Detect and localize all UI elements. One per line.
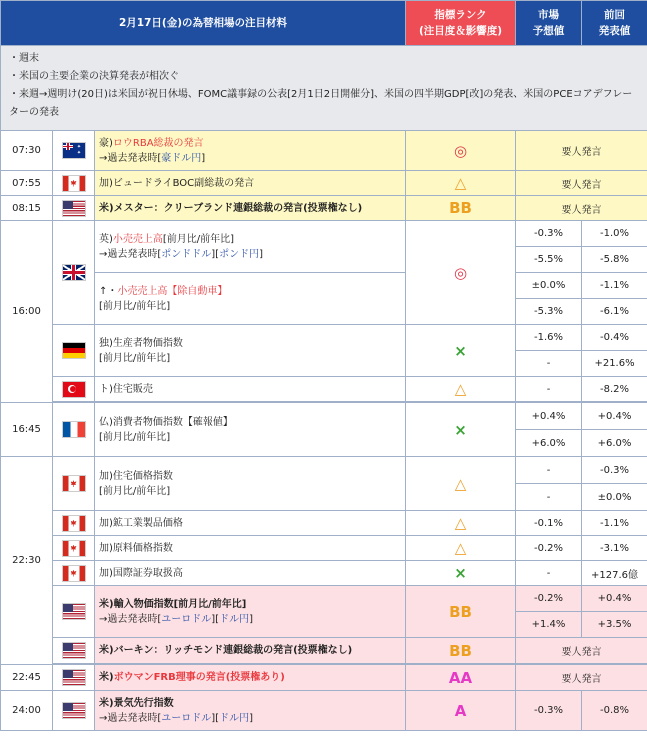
table-row: 07:55 加)ビュードライBOC副総裁の発言 △ 要人発言	[1, 171, 647, 196]
table-row: 07:30 ✦ ✦ 豪)ロウRBA総裁の発言 →過去発表時[豪ドル円] ◎ 要人発言	[1, 131, 647, 171]
canada-flag-icon	[63, 176, 85, 191]
forecast-header: 市場 予想値	[516, 1, 582, 46]
rank-header: 指標ランク (注目度＆影響度)	[406, 1, 516, 46]
usa-flag-icon	[63, 201, 85, 216]
pair-link[interactable]: 豪ドル円	[161, 152, 202, 164]
calendar-table: 2月17日(金)の為替相場の注目材料 指標ランク (注目度＆影響度) 市場 予想値 前回 発表値 ・週末 ・米国の主要企業の決算発表が相次ぐ ・来週→週明け(20日)は米国が祝日休場、FOMC議事録の公表[2月1日2日開催分]、米国の四半期GDP[改]の発表、米国のPCEコアデフレーターの発表 07:30 ✦ ✦ 豪)ロウRBA総裁の発言 →過去発表時[豪ドル円] ◎ 要人発言 07:55 加)ビュードライBOC副総裁の発言 △ 要人発言 08:15 米)メスター：クリーブランド連銀総裁の発言(投票権なし) BB 要人発言 16:00 英)小売売上高[前月比/前年比] →過去発表時[ポンドドル][ポンド円] ◎ -0.3% -1.0% -5.5% -5.8% ↑・小売売上高【除自動車】 [前月比/前年比] ±0.0% -1.1% -5.3% -6.1% 独)生産者物価指数 [前月比/前年比] × -1.6% -0.4% - +21.6% ト)住宅販売 △ - -8.2% 16:45 仏)消費者物価指数【確報値】 [前月比/前年比] × +0.4% +0.4% +6.0% +6.0% 22:30 加)住宅価格指数 [前月比/前年比] △ - -0.3% - ±0.0% 加)鉱工業製品価格 △ -0.1% -1.1% 加)原料価格指数 △ -0.2% -3.1% 加)国際証券取扱高 × - +127.6億 米)輸入物価指数[前月比/前年比] →過去発表時[ユーロドル][ドル円] BB -0.2% +0.4% +1.4% +3.5% 米)バーキン：リッチモンド連銀総裁の発言(投票権なし) BB 要人発言 22:45 米)ボウマンFRB理事の発言(投票権あり) AA 要人発言 24:00 米)景気先行指数 →過去発表時[ユーロドル][ドル円] A -0.3% -0.8%	[0, 0, 647, 731]
table-row: 16:00 英)小売売上高[前月比/前年比] →過去発表時[ポンドドル][ポンド円] ◎ -0.3% -1.0%	[1, 221, 647, 247]
turkey-flag-icon	[63, 382, 85, 397]
canada-flag-icon	[63, 541, 85, 556]
australia-flag-icon	[63, 143, 85, 158]
rank-badge: ◎	[406, 131, 516, 171]
event-cell: 豪)ロウRBA総裁の発言 →過去発表時[豪ドル円]	[95, 131, 406, 171]
usa-flag-icon	[63, 703, 85, 718]
page-title: 2月17日(金)の為替相場の注目材料	[1, 1, 406, 46]
table-row: 16:45 仏)消費者物価指数【確報値】 [前月比/前年比] × +0.4% +0.4%	[1, 403, 647, 430]
usa-flag-icon	[63, 604, 85, 619]
usa-flag-icon	[63, 643, 85, 658]
canada-flag-icon	[63, 566, 85, 581]
canada-flag-icon	[63, 476, 85, 491]
intro-row	[1, 46, 647, 131]
table-row: 24:00 米)景気先行指数 →過去発表時[ユーロドル][ドル円] A -0.3% -0.8%	[1, 691, 647, 731]
france-flag-icon	[63, 422, 85, 437]
table-row: 22:45 米)ボウマンFRB理事の発言(投票権あり) AA 要人発言	[1, 665, 647, 691]
canada-flag-icon	[63, 516, 85, 531]
table-row: 08:15 米)メスター：クリーブランド連銀総裁の発言(投票権なし) BB 要人発言	[1, 196, 647, 221]
germany-flag-icon	[63, 343, 85, 358]
uk-flag-icon	[63, 265, 85, 280]
previous-header: 前回 発表値	[582, 1, 647, 46]
table-row: 22:30 加)住宅価格指数 [前月比/前年比] △ - -0.3%	[1, 457, 647, 484]
intro-notes: ・週末 ・米国の主要企業の決算発表が相次ぐ ・来週→週明け(20日)は米国が祝日休場、FOMC議事録の公表[2月1日2日開催分]、米国の四半期GDP[改]の発表、米国のPCEコアデフレーターの発表	[1, 46, 647, 131]
usa-flag-icon	[63, 670, 85, 685]
header-row	[1, 1, 647, 46]
